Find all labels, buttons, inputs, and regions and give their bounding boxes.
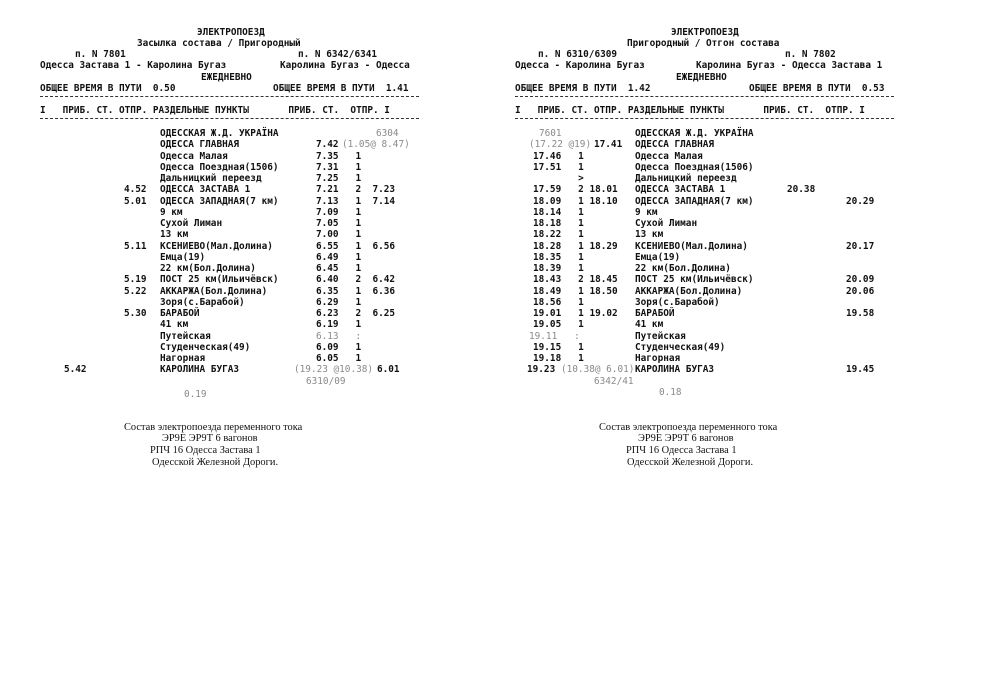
station-name: ОДЕССА ЗАСТАВА 1 bbox=[160, 184, 251, 195]
station-name: 9 км bbox=[635, 207, 658, 218]
arrival-times: 19.15 1 bbox=[533, 342, 584, 353]
days: ЕЖЕДНЕВНО bbox=[676, 72, 727, 83]
arrival-times: 17.59 2 18.01 bbox=[533, 184, 618, 195]
arrival-times: 18.39 1 bbox=[533, 263, 584, 274]
reverse-time: 20.09 bbox=[846, 274, 875, 285]
station-name: АККАРЖА(Бол.Долина) bbox=[160, 286, 268, 297]
reverse-times: 6.40 2 6.42 bbox=[316, 274, 396, 285]
arrival-times: 18.18 1 bbox=[533, 218, 584, 229]
total-time-a: ОБЩЕЕ ВРЕМЯ В ПУТИ 1.42 bbox=[515, 83, 651, 94]
divider bbox=[40, 118, 419, 119]
station-name: Зоря(с.Барабой) bbox=[160, 297, 245, 308]
station-name: Емца(19) bbox=[160, 252, 206, 263]
footer-line: Состав электропоезда переменного тока bbox=[124, 422, 303, 433]
days: ЕЖЕДНЕВНО bbox=[201, 72, 252, 83]
arrival-time: 5.11 bbox=[124, 241, 147, 252]
station-name: Путейская bbox=[635, 331, 686, 342]
total-time-b: ОБЩЕЕ ВРЕМЯ В ПУТИ 0.53 bbox=[749, 83, 885, 94]
footer-line: Одесской Железной Дороги. bbox=[152, 457, 279, 468]
reverse-times: 6.55 1 6.56 bbox=[316, 241, 396, 252]
train-number-b: п. N 7802 bbox=[785, 49, 836, 60]
last-station-name: КАРОЛИНА БУГАЗ bbox=[160, 364, 240, 375]
arrival-time: 4.52 bbox=[124, 184, 147, 195]
arrival-time: 5.01 bbox=[124, 196, 147, 207]
station-name: Одесса Поездная(1506) bbox=[160, 162, 279, 173]
station-name: Студенческая(49) bbox=[160, 342, 251, 353]
station-name: Емца(19) bbox=[635, 252, 681, 263]
station-name: Зоря(с.Барабой) bbox=[635, 297, 720, 308]
station-name: 41 км bbox=[635, 319, 664, 330]
station-name: ОДЕССКАЯ Ж.Д. УКРАЇНА bbox=[160, 128, 279, 139]
reverse-time: 19.58 bbox=[846, 308, 875, 319]
footer-line: Состав электропоезда переменного тока bbox=[599, 422, 778, 433]
reverse-times: 6.05 1 bbox=[316, 353, 362, 364]
station-name: Одесса Малая bbox=[635, 151, 703, 162]
title: ЭЛЕКТРОПОЕЗД bbox=[671, 27, 739, 38]
column-headers: I ПРИБ. СТ. ОТПР. РАЗДЕЛЬНЫЕ ПУНКТЫ ПРИБ. СТ. ОТПР. I bbox=[40, 105, 390, 116]
arrival-note: 7601 bbox=[539, 128, 562, 139]
arrival-times: 19.01 1 19.02 bbox=[533, 308, 618, 319]
footer-line: ЭР9Е ЭР9Т 6 вагонов bbox=[162, 433, 258, 444]
route-b: Каролина Бугаз - Одесса Застава 1 bbox=[696, 60, 883, 71]
subtitle: Засылка состава / Пригородный bbox=[137, 38, 301, 49]
reverse-time: 20.06 bbox=[846, 286, 875, 297]
arrival-note: 19.11 : bbox=[529, 331, 580, 342]
arrival-times: 18.35 1 bbox=[533, 252, 584, 263]
arrival-times: > bbox=[533, 173, 584, 184]
arrival-times: 18.43 2 18.45 bbox=[533, 274, 618, 285]
station-name: Одесса Поездная(1506) bbox=[635, 162, 754, 173]
station-name: Сухой Лиман bbox=[635, 218, 698, 229]
reverse-times: 6.45 1 bbox=[316, 263, 362, 274]
station-name: КСЕНИЕВО(Мал.Долина) bbox=[635, 241, 748, 252]
station-name: 22 км(Бол.Долина) bbox=[635, 263, 731, 274]
reverse-time: 20.29 bbox=[846, 196, 875, 207]
total-time-a: ОБЩЕЕ ВРЕМЯ В ПУТИ 0.50 bbox=[40, 83, 176, 94]
reverse-time: 20.17 bbox=[846, 241, 875, 252]
station-name: 22 км(Бол.Долина) bbox=[160, 263, 256, 274]
reverse-times: 7.21 2 7.23 bbox=[316, 184, 396, 195]
layover-time: 0.19 bbox=[184, 389, 207, 400]
reverse-times: 6.29 1 bbox=[316, 297, 362, 308]
station-name: 41 км bbox=[160, 319, 189, 330]
arrival-times: 18.56 1 bbox=[533, 297, 584, 308]
arrival-times: 17.46 1 bbox=[533, 151, 584, 162]
last-arrival-a: 5.42 bbox=[64, 364, 87, 375]
reverse-times: 6.19 1 bbox=[316, 319, 362, 330]
station-name: ОДЕССА ЗАПАДНАЯ(7 км) bbox=[635, 196, 754, 207]
station-name: ПОСТ 25 км(Ильичёвск) bbox=[160, 274, 279, 285]
total-time-b: ОБЩЕЕ ВРЕМЯ В ПУТИ 1.41 bbox=[273, 83, 409, 94]
route-b: Каролина Бугаз - Одесса bbox=[280, 60, 410, 71]
arrival-times: 19.18 1 bbox=[533, 353, 584, 364]
reverse-times: 7.09 1 bbox=[316, 207, 362, 218]
title: ЭЛЕКТРОПОЕЗД bbox=[197, 27, 265, 38]
station-name: КСЕНИЕВО(Мал.Долина) bbox=[160, 241, 273, 252]
reverse-times: 6.23 2 6.25 bbox=[316, 308, 396, 319]
station-name: Путейская bbox=[160, 331, 211, 342]
route-a: Одесса - Каролина Бугаз bbox=[515, 60, 645, 71]
reverse-times: 7.42 bbox=[316, 139, 339, 150]
reverse-times: 6.09 1 bbox=[316, 342, 362, 353]
train-number-a: п. N 7801 bbox=[75, 49, 126, 60]
station-name: БАРАБОЙ bbox=[160, 308, 200, 319]
footer-line: ЭР9Е ЭР9Т 6 вагонов bbox=[638, 433, 734, 444]
station-name: ОДЕССА ЗАПАДНАЯ(7 км) bbox=[160, 196, 279, 207]
reverse-times-note: 6304 bbox=[376, 128, 399, 139]
station-name: Дальницкий переезд bbox=[160, 173, 262, 184]
station-name: Нагорная bbox=[635, 353, 681, 364]
arrival-time: 5.19 bbox=[124, 274, 147, 285]
station-name: 13 км bbox=[635, 229, 664, 240]
arrival-times: 19.05 1 bbox=[533, 319, 584, 330]
station-name: БАРАБОЙ bbox=[635, 308, 675, 319]
station-name: Дальницкий переезд bbox=[635, 173, 737, 184]
station-name: 9 км bbox=[160, 207, 183, 218]
divider bbox=[515, 96, 894, 97]
column-headers: I ПРИБ. СТ. ОТПР. РАЗДЕЛЬНЫЕ ПУНКТЫ ПРИБ. СТ. ОТПР. I bbox=[515, 105, 865, 116]
connecting-train: 6310/09 bbox=[306, 376, 346, 387]
connecting-train: 6342/41 bbox=[594, 376, 634, 387]
station-name: 13 км bbox=[160, 229, 189, 240]
train-number-b: п. N 6342/6341 bbox=[298, 49, 378, 60]
reverse-times-note: (1.05@ 8.47) bbox=[342, 139, 410, 150]
reverse-time: 20.38 bbox=[787, 184, 816, 195]
reverse-times-note: 6.13 : bbox=[316, 331, 362, 342]
last-arrival-a: 19.23 bbox=[527, 364, 556, 375]
reverse-times: 7.35 1 bbox=[316, 151, 362, 162]
arrival-times: 18.28 1 18.29 bbox=[533, 241, 618, 252]
station-name: ОДЕССКАЯ Ж.Д. УКРАЇНА bbox=[635, 128, 754, 139]
station-name: Нагорная bbox=[160, 353, 206, 364]
arrival-times: 17.51 1 bbox=[533, 162, 584, 173]
layover-time: 0.18 bbox=[659, 387, 682, 398]
last-departure-b: 6.01 bbox=[377, 364, 400, 375]
reverse-times: 7.05 1 bbox=[316, 218, 362, 229]
footer-line: РПЧ 16 Одесса Застава 1 bbox=[626, 445, 737, 456]
last-station-name: КАРОЛИНА БУГАЗ bbox=[635, 364, 715, 375]
footer-line: Одесской Железной Дороги. bbox=[627, 457, 754, 468]
station-name: ОДЕССА ЗАСТАВА 1 bbox=[635, 184, 726, 195]
station-name: ОДЕССА ГЛАВНАЯ bbox=[160, 139, 240, 150]
station-name: Сухой Лиман bbox=[160, 218, 223, 229]
connection-times: (10.38@ 6.01) bbox=[561, 364, 635, 375]
station-name: Студенческая(49) bbox=[635, 342, 726, 353]
arrival-times: 18.49 1 18.50 bbox=[533, 286, 618, 297]
reverse-times: 7.13 1 7.14 bbox=[316, 196, 396, 207]
reverse-times: 7.31 1 bbox=[316, 162, 362, 173]
reverse-times: 7.25 1 bbox=[316, 173, 362, 184]
reverse-times: 6.35 1 6.36 bbox=[316, 286, 396, 297]
reverse-times: 6.49 1 bbox=[316, 252, 362, 263]
connection-times: (19.23 @10.38) bbox=[294, 364, 374, 375]
train-number-a: п. N 6310/6309 bbox=[538, 49, 618, 60]
arrival-time: 5.30 bbox=[124, 308, 147, 319]
arrival-times: 17.41 bbox=[594, 139, 623, 150]
arrival-time: 5.22 bbox=[124, 286, 147, 297]
divider bbox=[515, 118, 894, 119]
divider bbox=[40, 96, 419, 97]
footer-line: РПЧ 16 Одесса Застава 1 bbox=[150, 445, 261, 456]
arrival-times: 18.14 1 bbox=[533, 207, 584, 218]
station-name: ОДЕССА ГЛАВНАЯ bbox=[635, 139, 715, 150]
arrival-times: 18.09 1 18.10 bbox=[533, 196, 618, 207]
arrival-times: 18.22 1 bbox=[533, 229, 584, 240]
route-a: Одесса Застава 1 - Каролина Бугаз bbox=[40, 60, 227, 71]
station-name: Одесса Малая bbox=[160, 151, 228, 162]
station-name: АККАРЖА(Бол.Долина) bbox=[635, 286, 743, 297]
station-name: ПОСТ 25 км(Ильичёвск) bbox=[635, 274, 754, 285]
last-departure-b: 19.45 bbox=[846, 364, 875, 375]
subtitle: Пригородный / Отгон состава bbox=[627, 38, 780, 49]
reverse-times: 7.00 1 bbox=[316, 229, 362, 240]
arrival-note: (17.22 @19) bbox=[529, 139, 592, 150]
